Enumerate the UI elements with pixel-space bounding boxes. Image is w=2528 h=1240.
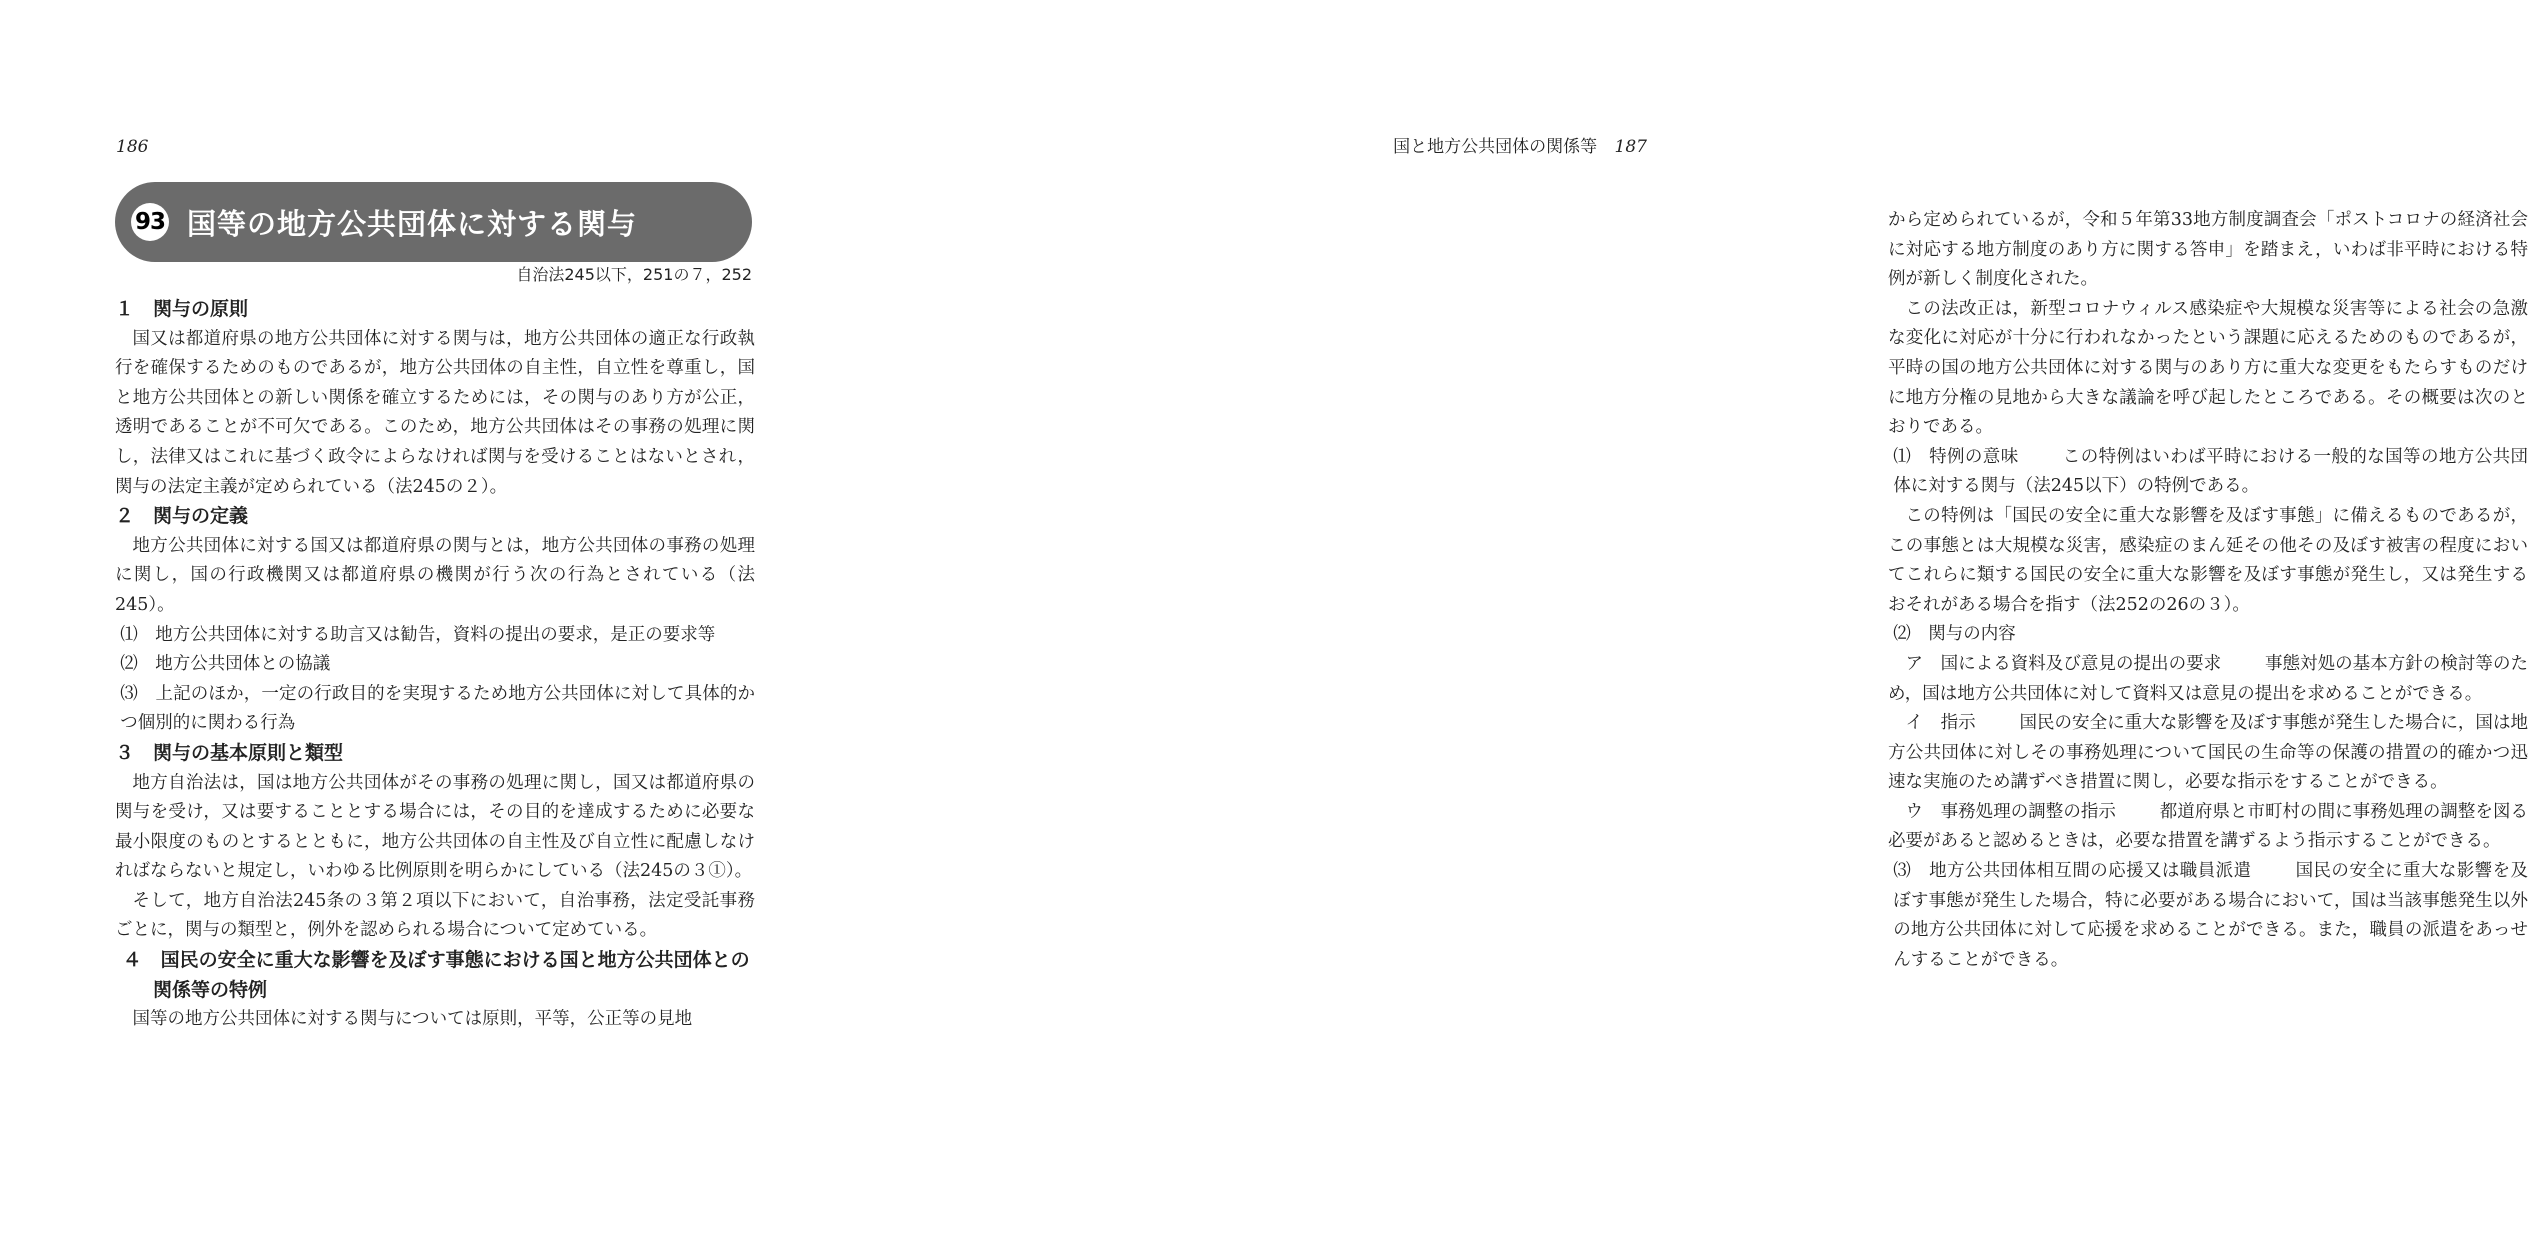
list-item-1 [1888, 443, 2528, 502]
list-item-label: ⑶ 地方公共団体相互間の応援又は職員派遣 [1893, 861, 2252, 882]
paragraph: 国等の地方公共団体に対する関与については原則，平等，公正等の見地 [132, 1009, 693, 1030]
section-heading-1: １ 関与の原則 [115, 298, 249, 320]
paragraph: そして，地方自治法245条の３第２項以下において，自治事務，法定受託事務ごとに，関与の類型と，例外を認められる場合について定めている。 [115, 890, 755, 941]
sub-item-i [1888, 709, 2528, 798]
sub-item-u [1888, 798, 2528, 857]
paragraph: 地方自治法は，国は地方公共団体がその事務の処理に関し，国又は都道府県の関与を受け，又は要することとする場合には，その目的を達成するために必要な最小限度のものとするとともに，地方公共団体の自主性及び自立性に配慮しなければならないと規定し，いわゆる比例原則を明らかにしている（法245の３①）。 [115, 772, 755, 882]
title-banner [115, 182, 752, 262]
right-body [1888, 206, 2528, 975]
sub-item-label: ア 国による資料及び意見の提出の要求 [1905, 653, 2222, 674]
paragraph: から定められているが，令和５年第33地方制度調査会「ポストコロナの経済社会に対応する地方制度のあり方に関する答申」を踏まえ，いわば非平時における特例が新しく制度化された。 [1888, 210, 2528, 290]
paragraph: この特例は「国民の安全に重大な影響を及ぼす事態」に備えるものであるが，この事態とは大規模な災害，感染症のまん延その他その及ぼす被害の程度においてこれらに類する国民の安全に重大な影響を及ぼす事態が発生し，又は発生するおそれがある場合を指す（法252の26の３）。 [1888, 505, 2528, 615]
right-page [877, 0, 2528, 1240]
page-number-right: 187 [1614, 137, 1647, 157]
section-heading-4: ４ 国民の安全に重大な影響を及ぼす事態における国と地方公共団体との関係等の特例 [122, 949, 750, 1001]
list-item-2: ⑵ 関与の内容 [1893, 624, 2016, 645]
paragraph: 地方公共団体に対する国又は都道府県の関与とは，地方公共団体の事務の処理に関し，国の行政機関又は都道府県の機関が行う次の行為とされている（法245）。 [115, 535, 755, 615]
sub-item-label: イ 指示 [1905, 713, 1976, 734]
left-page [0, 0, 877, 1240]
running-title: 国と地方公共団体の関係等 [1393, 137, 1598, 157]
list-item-3 [1888, 857, 2528, 975]
section-number-badge: 93 [131, 203, 169, 241]
left-body [115, 295, 755, 1035]
paragraph: この法改正は，新型コロナウィルス感染症や大規模な災害等による社会の急激な変化に対応が十分に行われなかったという課題に応えるためのものであるが，平時の国の地方公共団体に対する関与のあり方に重大な変更をもたらすものだけに地方分権の見地から大きな議論を呼び起したところである。その概要は次のとおりである。 [1888, 298, 2528, 438]
sub-item-text: 事態対処の基本方針の検討等のため，国は地方公共団体に対して資料又は意見の提出を求めることができる。 [1888, 653, 2528, 704]
sub-item-text: 国民の安全に重大な影響を及ぼす事態が発生した場合に，国は地方公共団体に対しその事務処理について国民の生命等の保護の措置の的確かつ迅速な実施のため講ずべき措置に関し，必要な指示をすることができる。 [1888, 713, 2528, 793]
sub-item-a [1888, 650, 2528, 709]
page-number-left: 186 [116, 137, 149, 157]
list-item-label: ⑴ 特例の意味 [1893, 446, 2019, 467]
section-heading-3: ３ 関与の基本原則と類型 [115, 741, 344, 764]
sub-item-label: ウ 事務処理の調整の指示 [1905, 801, 2116, 822]
list-item-text: 国民の安全に重大な影響を及ぼす事態が発生した場合，特に必要がある場合において，国は当該事態発生以外の地方公共団体に対して応援を求めることができる。また，職員の派遣をあっせんすることができる。 [1893, 861, 2528, 970]
section-heading-2: ２ 関与の定義 [115, 505, 249, 528]
law-reference: 自治法245以下，251の７，252 [516, 265, 752, 284]
running-header [1393, 136, 1647, 158]
sub-item-text: 都道府県と市町村の間に事務処理の調整を図る必要があると認めるときは，必要な措置を講ずるよう指示することができる。 [1888, 801, 2528, 852]
paragraph: 国又は都道府県の地方公共団体に対する関与は，地方公共団体の適正な行政執行を確保するためのものであるが，地方公共団体の自主性，自立性を尊重し，国と地方公共団体との新しい関係を確立するためには，その関与のあり方が公正，透明であることが不可欠である。このため，地方公共団体はその事務の処理に関し，法律又はこれに基づく政令によらなければ関与を受けることはないとされ，関与の法定主義が定められている（法245の２）。 [115, 328, 755, 497]
list-item: ⑶ 上記のほか，一定の行政目的を実現するため地方公共団体に対して具体的かつ個別的に関わる行為 [120, 683, 755, 734]
list-item: ⑵ 地方公共団体との協議 [120, 654, 331, 675]
page-title: 国等の地方公共団体に対する関与 [187, 206, 638, 241]
list-item-text: この特例はいわば平時における一般的な国等の地方公共団体に対する関与（法245以下）の特例である。 [1893, 446, 2528, 497]
list-item: ⑴ 地方公共団体に対する助言又は勧告，資料の提出の要求，是正の要求等 [120, 624, 716, 645]
